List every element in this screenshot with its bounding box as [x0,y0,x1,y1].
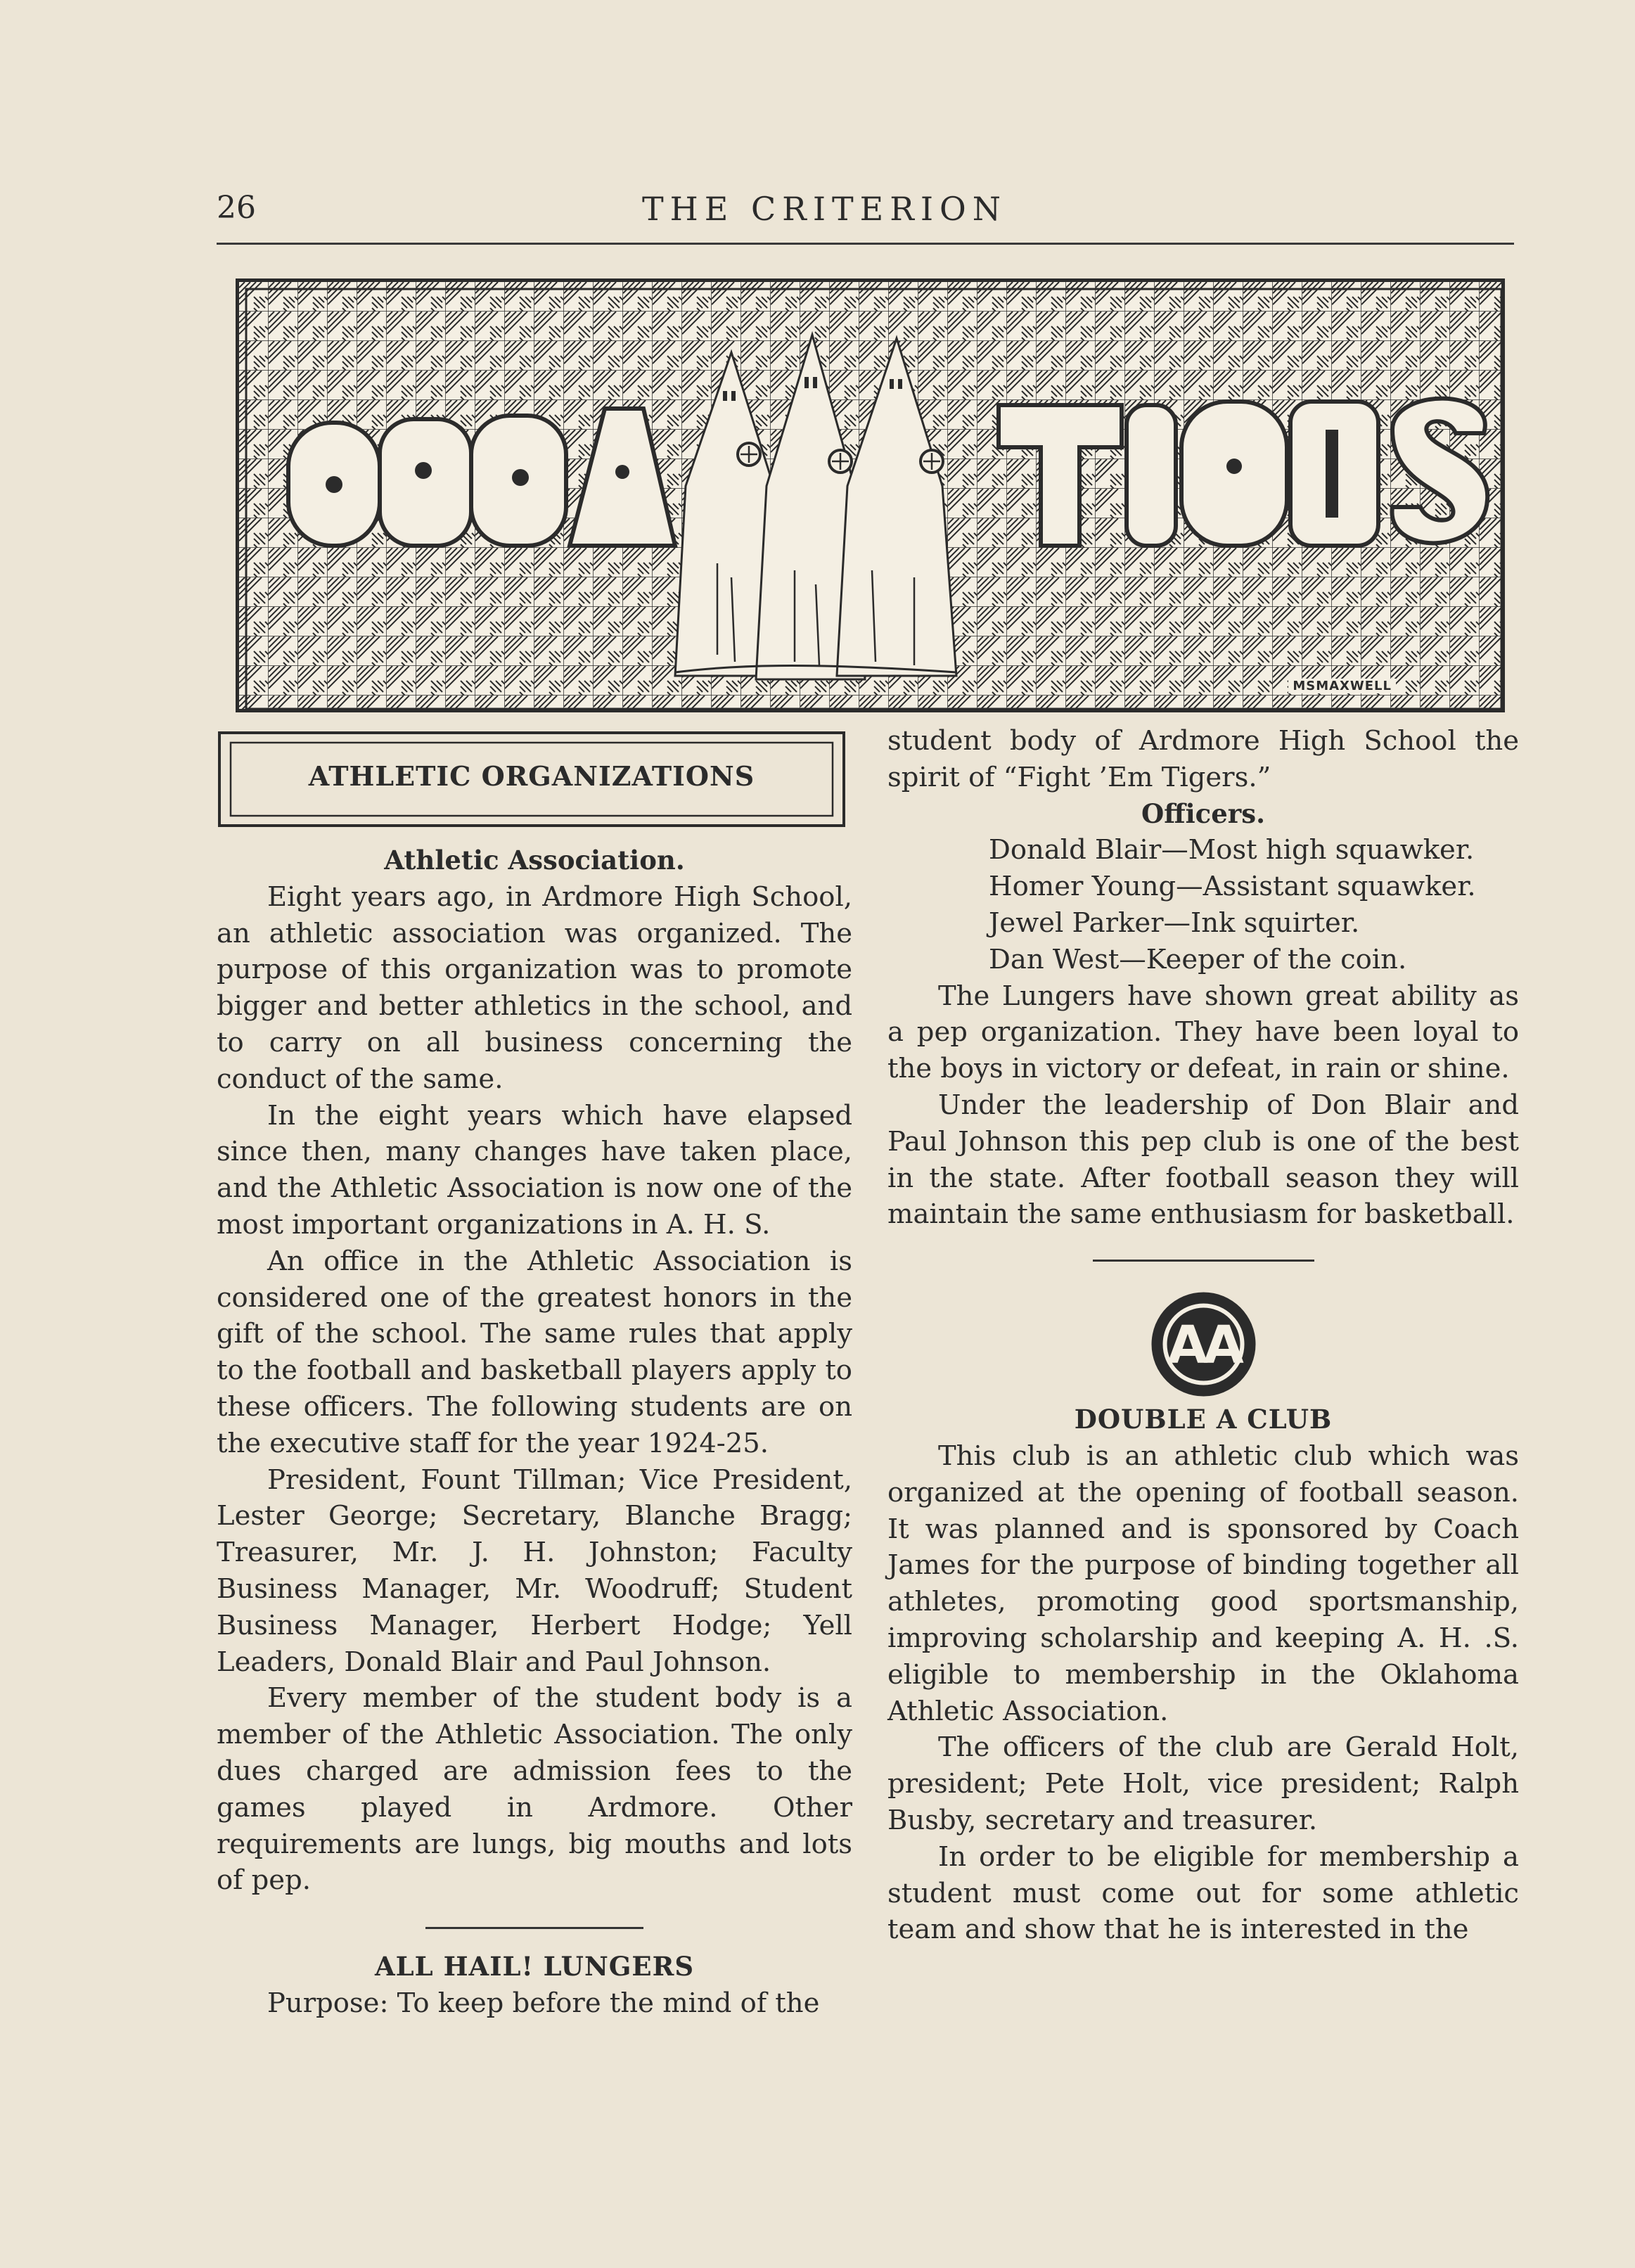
lungers-continued: student body of Ardmore High School the spirit of “Fight ’Em Tigers.” [887,725,1519,793]
organizations-banner [236,278,1505,712]
logo-letters: AA [1167,1315,1240,1376]
banner-letters-right [999,399,1487,546]
banner-letters-left [288,409,675,546]
officer-item: Donald Blair—Most high squawker. [989,834,1475,866]
running-title: THE CRITERION [641,190,1008,228]
right-column [887,723,1519,1948]
paragraph: President, Fount Tillman; Vice President, Lester George; Secretary, Blanche Bragg; Treasurer, Mr. J. H. Johnston; Faculty Business Manager, Mr. Woodruff; Student Business Manager, Herbert Hodge; Yell Leaders, Donald Blair and Paul Johnson. [217,1463,852,1678]
subsection-title: Athletic Association. [384,845,685,876]
section-divider [425,1927,643,1929]
header-rule [217,243,1514,245]
paragraph: The officers of the club are Gerald Holt, president; Pete Holt, vice president; Ralph Busby, secretary and treasurer. [887,1731,1519,1836]
paragraph: An office in the Athletic Association is considered one of the greatest honors in the gift of the school. The same rules that apply to the football and basketball players apply to these officers. The following students are on the executive staff for the year 1924-25. [217,1245,852,1459]
officer-item: Dan West—Keeper of the coin. [989,943,1407,975]
page-number: 26 [217,190,256,226]
paragraph: Under the leadership of Don Blair and Paul Johnson this pep club is one of the best in the state. After football season they will maintain the same enthusiasm for basketball. [887,1089,1519,1231]
section-divider [1093,1260,1314,1262]
club-title: DOUBLE A CLUB [1074,1404,1333,1435]
officer-item: Jewel Parker—Ink squirter. [989,906,1360,939]
paragraph: The Lungers have shown great ability as a pep organization. They have been loyal to the boys in victory or defeat, in rain or shine. [887,980,1519,1085]
paragraph: Every member of the student body is a member of the Athletic Association. The only dues charged are admission fees to the games played in Ardmore. Other requirements are lungs, big mouths and lots of pep. [217,1682,852,1897]
double-a-logo [1149,1290,1258,1399]
paragraph: Eight years ago, in Ardmore High School, an athletic association was organized. The purpose of this organization was to promote bigger and better athletics in the school, and to carry on all business concerning the conduct of the same. [217,880,852,1095]
section-title: ATHLETIC ORGANIZATIONS [308,760,755,792]
officers-heading: Officers. [1141,797,1265,829]
lungers-title: ALL HAIL! LUNGERS [374,1951,695,1982]
lungers-purpose: Purpose: To keep before the mind of the [267,1987,820,2019]
paragraph: This club is an athletic club which was organized at the opening of football season. It was planned and is sponsored by Coach James for the purpose of binding together all athletes, promoting good sportsmanship, improving scholarship and keeping A. H. .S. eligible to membership in the Oklahoma Athletic Association. [887,1440,1519,1727]
left-column [217,726,852,2022]
paragraph: In the eight years which have elapsed since then, many changes have taken place, and the Athletic Association is now one of the most important organizations in A. H. S. [217,1099,852,1241]
banner-illustration [239,282,1505,712]
athletic-organizations-box [217,726,847,831]
paragraph: In order to be eligible for membership a student must come out for some athletic team and show that he is interested in the [887,1840,1519,1946]
officer-item: Homer Young—Assistant squawker. [989,871,1476,903]
artist-signature: MSMAXWELL [1288,679,1396,693]
